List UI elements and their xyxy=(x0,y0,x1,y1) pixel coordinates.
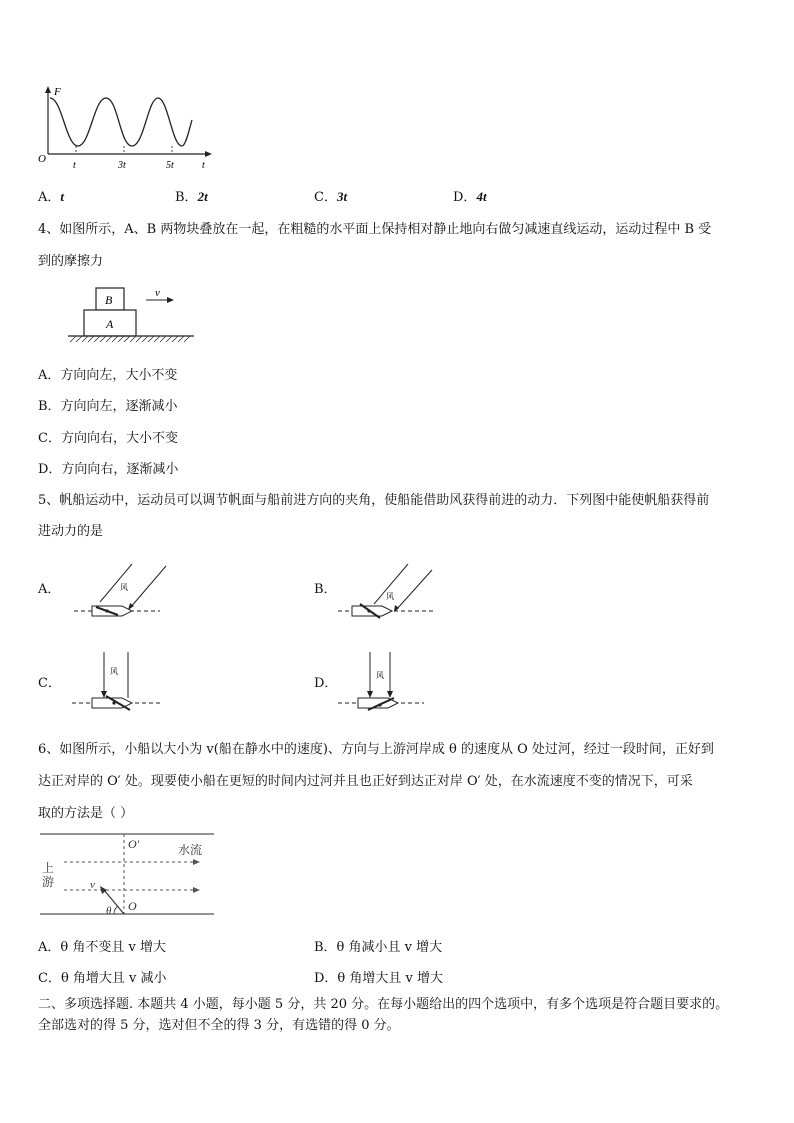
q6-o-prime-label: O′ xyxy=(128,837,140,851)
q6-stem-line-2: 达正对岸的 O′ 处。现要使小船在更短的时间内过河并且也正好到达正对岸 O′ 处，在水流速度不变的情况下，可采 xyxy=(38,774,693,789)
section2-heading-line-1: 二、多项选择题. 本题共 4 小题，每小题 5 分，共 20 分。在每小题给出的四个选项中，有多个选项是符合题目要求的。 xyxy=(38,997,729,1012)
q6-river-figure xyxy=(38,830,216,918)
q6-stem-line-3: 取的方法是（ ） xyxy=(38,806,134,821)
q6-o-label: O xyxy=(128,899,137,913)
q5-figure-d xyxy=(336,648,432,718)
q5-figure-d-wind: 风 xyxy=(376,671,384,680)
q6-upstream-label-2: 游 xyxy=(42,875,55,889)
q4-velocity-label: v xyxy=(155,287,160,299)
q5-figure-a xyxy=(70,562,174,624)
q3-axis-x-label: t xyxy=(202,160,205,171)
q4-block-a-label: A xyxy=(106,317,114,331)
q3-axis-y-label: F xyxy=(54,86,61,98)
q4-block-b-label: B xyxy=(105,293,113,307)
q3-tick-3: 5t xyxy=(166,160,174,171)
q6-option-d[interactable]: D．θ 角增大且 v 增大 xyxy=(314,971,443,986)
q6-option-b[interactable]: B．θ 角减小且 v 增大 xyxy=(314,940,443,955)
q6-option-c[interactable]: C．θ 角增大且 v 减小 xyxy=(38,971,167,986)
q5-figure-b xyxy=(334,562,438,626)
q6-stem-line-1: 6、如图所示，小船以大小为 v(船在静水中的速度)、方向与上游河岸成 θ 的速度从 O 处过河，经过一段时间，正好到 xyxy=(38,742,714,757)
q3-option-b[interactable]: B．2t xyxy=(175,189,208,205)
q4-option-d[interactable]: D．方向向右，逐渐减小 xyxy=(38,462,179,477)
q3-option-a[interactable]: A．t xyxy=(38,189,65,205)
q3-tick-2: 3t xyxy=(118,160,126,171)
q6-upstream-label-1: 上 xyxy=(42,861,55,875)
q4-option-a[interactable]: A．方向向左，大小不变 xyxy=(38,368,178,383)
q5-option-b-label[interactable]: B． xyxy=(314,582,337,597)
q4-option-b[interactable]: B．方向向左，逐渐减小 xyxy=(38,399,178,414)
q3-force-time-graph xyxy=(36,84,216,176)
section2-heading-line-2: 全部选对的得 5 分，选对但不全的得 3 分，有选错的得 0 分。 xyxy=(38,1018,400,1033)
q3-option-d[interactable]: D．4t xyxy=(453,189,487,205)
q5-figure-c-wind: 风 xyxy=(110,667,118,676)
q3-tick-1: t xyxy=(73,160,76,171)
q6-option-a[interactable]: A．θ 角不变且 v 增大 xyxy=(38,940,166,955)
q5-stem-line-1: 5、帆船运动中，运动员可以调节帆面与船前进方向的夹角，使船能借助风获得前进的动力．下列图中能使帆船获得前 xyxy=(38,493,710,508)
q6-water-label: 水流 xyxy=(178,843,203,857)
q3-origin-label: O xyxy=(38,153,46,165)
q5-figure-c xyxy=(70,648,166,718)
q5-figure-b-wind: 风 xyxy=(386,592,394,601)
q5-figure-a-wind: 风 xyxy=(120,583,128,592)
q5-stem-line-2: 进动力的是 xyxy=(38,524,104,539)
q4-blocks-figure xyxy=(66,284,196,348)
q3-option-c[interactable]: C．3t xyxy=(314,189,348,205)
q4-stem-line-2: 到的摩擦力 xyxy=(38,254,104,269)
q5-option-d-label[interactable]: D． xyxy=(314,676,338,691)
q4-option-c[interactable]: C．方向向右，大小不变 xyxy=(38,431,178,446)
q5-option-c-label[interactable]: C． xyxy=(38,676,61,691)
q4-stem-line-1: 4、如图所示，A、B 两物块叠放在一起，在粗糙的水平面上保持相对静止地向右做匀减速直线运动，运动过程中 B 受 xyxy=(38,222,712,237)
q6-v-label: v xyxy=(90,879,95,891)
q6-theta-label: θ xyxy=(106,905,112,917)
q5-option-a-label[interactable]: A． xyxy=(38,582,61,597)
